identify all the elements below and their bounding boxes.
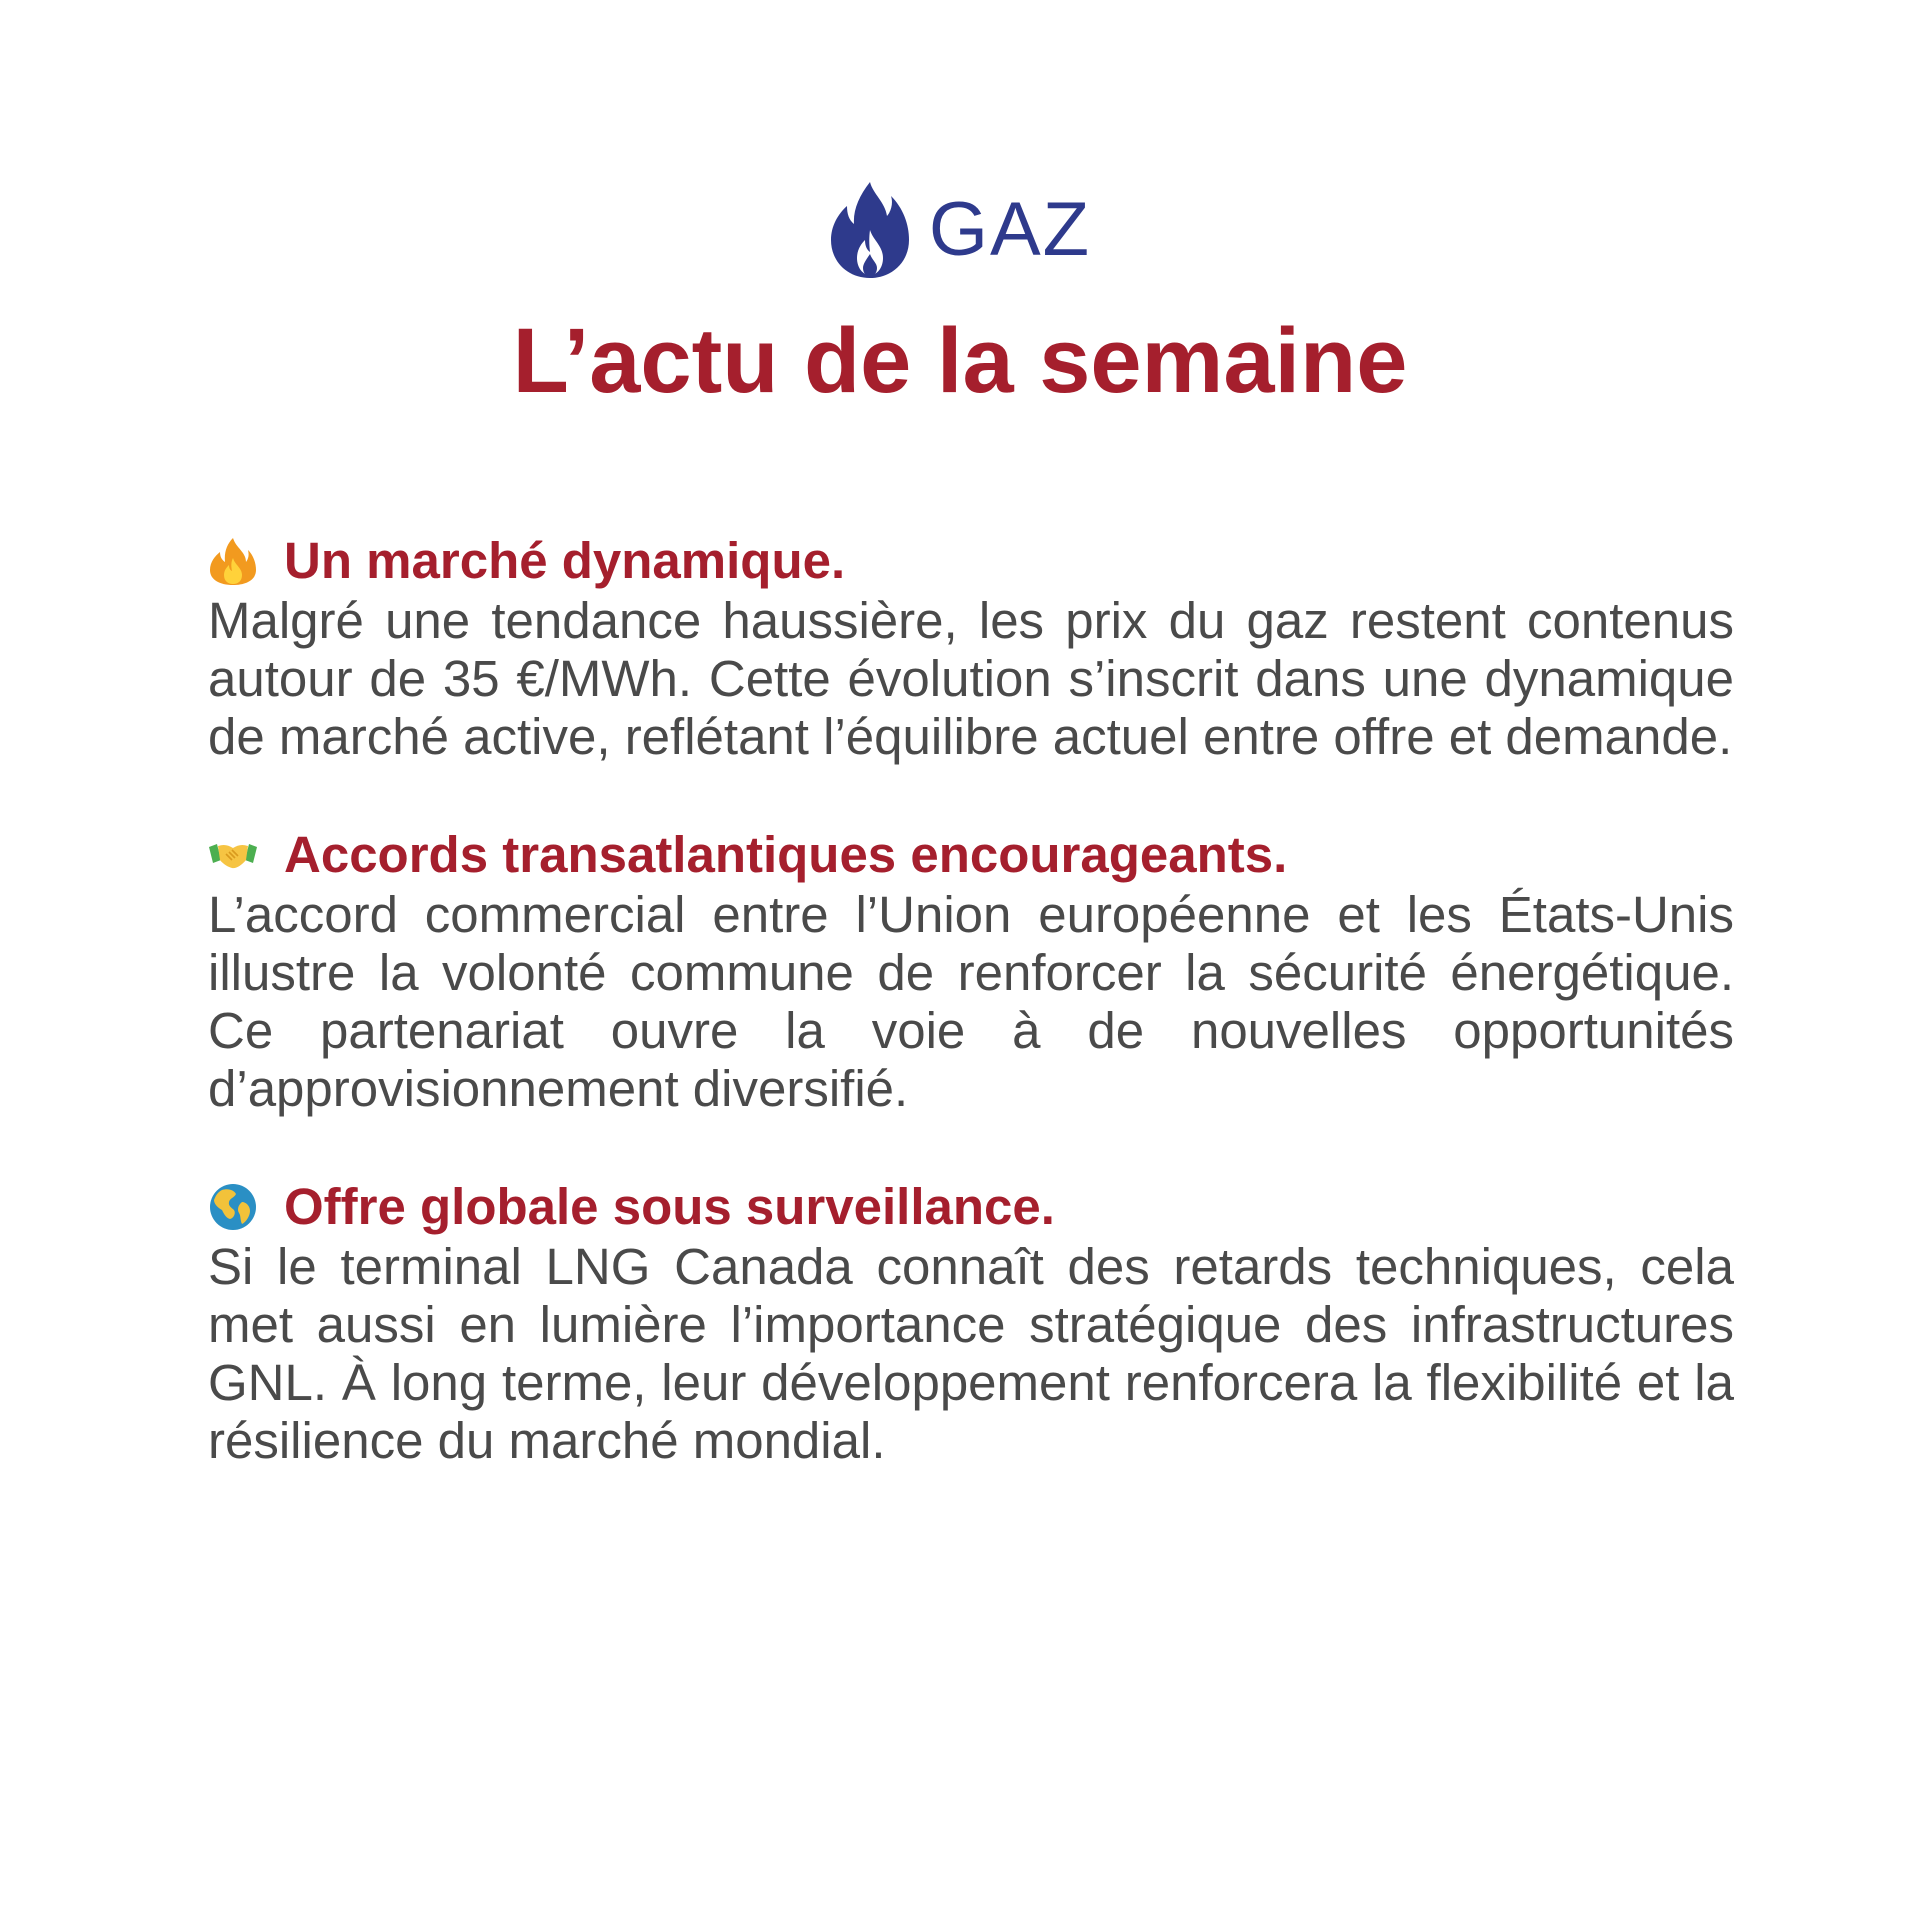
section-title: Un marché dynamique. [284, 532, 846, 589]
section-heading [208, 530, 1734, 592]
globe-emoji-icon [208, 1182, 258, 1232]
section-heading [208, 824, 1734, 886]
news-content [208, 530, 1734, 1528]
page-header [0, 178, 1920, 410]
category-label: GAZ [928, 187, 1092, 272]
category-label-group [829, 178, 1091, 282]
news-section-global-supply [208, 1176, 1734, 1470]
page-title: L’actu de la semaine [512, 310, 1408, 412]
section-title: Offre globale sous surveillance. [284, 1178, 1055, 1235]
flame-icon [829, 180, 911, 280]
section-heading [208, 1176, 1734, 1238]
section-body: Si le terminal LNG Canada connaît des retards techniques, cela met aussi en lumière l’importance stratégique des infrastructures GNL. À long terme, leur développement renforcera la flexibilité et la résilience du marché mondial. [208, 1238, 1734, 1469]
section-body: Malgré une tendance haussière, les prix du gaz restent contenus autour de 35 €/MWh. Cette évolution s’inscrit dans une dynamique de marché active, reflétant l’équilibre actuel entre offre et demande. [208, 592, 1734, 765]
news-section-agreements [208, 824, 1734, 1118]
section-body: L’accord commercial entre l’Union européenne et les États-Unis illustre la volonté commune de renforcer la sécurité énergétique. Ce partenariat ouvre la voie à de nouvelles opportunités d’approvisionnement diversifié. [208, 886, 1734, 1117]
fire-emoji-icon [208, 536, 258, 586]
handshake-emoji-icon [208, 830, 258, 880]
news-section-market [208, 530, 1734, 766]
section-title: Accords transatlantiques encourageants. [284, 826, 1288, 883]
